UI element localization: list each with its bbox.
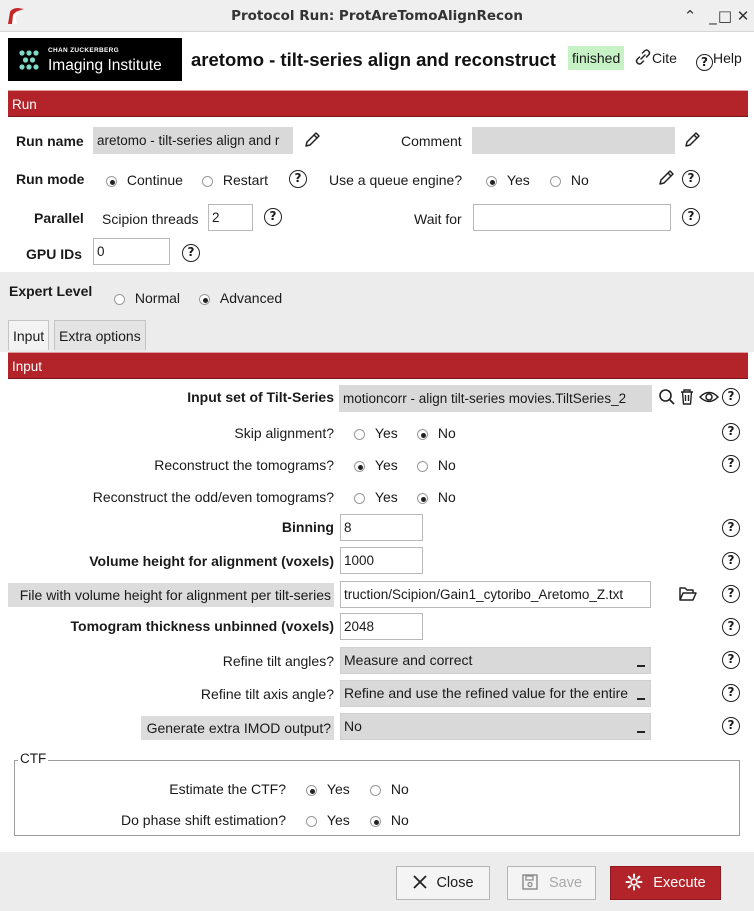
- estimate-ctf-label: Estimate the CTF?: [169, 781, 286, 797]
- radio-selected[interactable]: [370, 816, 381, 827]
- radio-selected[interactable]: [417, 429, 428, 440]
- binning-input[interactable]: 8: [340, 514, 423, 541]
- radio-selected[interactable]: [106, 176, 117, 187]
- save-button[interactable]: Save: [507, 866, 596, 900]
- queue-label: Use a queue engine?: [329, 172, 463, 188]
- reconstruct-help-icon[interactable]: ?: [722, 455, 740, 473]
- czi-logo: [8, 38, 182, 81]
- imod-help-icon[interactable]: ?: [722, 717, 740, 735]
- phase-shift-label: Do phase shift estimation?: [121, 812, 286, 828]
- gpu-help-icon[interactable]: ?: [182, 244, 200, 262]
- radio-unselected[interactable]: [306, 816, 317, 827]
- skip-alignment-label: Skip alignment?: [234, 425, 334, 441]
- run-name-label: Run name: [16, 133, 84, 149]
- phase-shift-no-radio[interactable]: No: [370, 812, 409, 828]
- skip-alignment-help-icon[interactable]: ?: [722, 423, 740, 441]
- run-mode-label: Run mode: [16, 171, 85, 187]
- input-panel: [8, 352, 748, 852]
- queue-no-radio[interactable]: No: [550, 172, 589, 188]
- close-window-icon[interactable]: ✕: [736, 7, 750, 25]
- tilt-series-help-icon[interactable]: ?: [722, 388, 740, 406]
- file-height-label: File with volume height for alignment per tilt-series: [8, 583, 334, 607]
- radio-selected[interactable]: [199, 294, 210, 305]
- binning-help-icon[interactable]: ?: [722, 519, 740, 537]
- edit-queue-pencil-icon[interactable]: [656, 168, 676, 188]
- radio-selected[interactable]: [354, 461, 365, 472]
- skip-alignment-yes-radio[interactable]: Yes: [354, 425, 398, 441]
- gpu-input[interactable]: 0: [93, 238, 170, 265]
- odd-even-no-radio[interactable]: No: [417, 489, 456, 505]
- expert-normal-radio[interactable]: Normal: [114, 290, 180, 306]
- wait-for-help-icon[interactable]: ?: [682, 208, 700, 226]
- radio-selected[interactable]: [417, 493, 428, 504]
- edit-comment-pencil-icon[interactable]: [682, 130, 702, 150]
- run-mode-restart-radio[interactable]: Restart: [202, 172, 268, 188]
- estimate-ctf-no-radio[interactable]: No: [370, 781, 409, 797]
- ctf-legend: CTF: [20, 751, 47, 766]
- edit-run-name-pencil-icon[interactable]: [302, 130, 322, 150]
- thickness-input[interactable]: 2048: [340, 613, 423, 640]
- tab-bar: [0, 320, 754, 352]
- dropdown-arrow-icon: [636, 689, 646, 701]
- logo-big-text: Imaging Institute: [48, 57, 162, 74]
- queue-yes-radio[interactable]: Yes: [486, 172, 530, 188]
- refine-axis-help-icon[interactable]: ?: [722, 684, 740, 702]
- tab-extra-options[interactable]: Extra options: [54, 320, 146, 350]
- trash-icon[interactable]: [679, 388, 695, 406]
- volume-height-input[interactable]: 1000: [340, 547, 423, 574]
- logo-small-text: CHAN ZUCKERBERG: [48, 47, 119, 54]
- radio-unselected[interactable]: [354, 429, 365, 440]
- parallel-label: Parallel: [34, 210, 84, 226]
- binning-label: Binning: [281, 519, 334, 535]
- thickness-help-icon[interactable]: ?: [722, 618, 740, 636]
- window-titlebar: [0, 0, 754, 32]
- dropdown-arrow-icon: [636, 656, 646, 668]
- comment-label: Comment: [401, 133, 462, 149]
- volume-height-label: Volume height for alignment (voxels): [89, 553, 334, 569]
- maximize-chevron-icon[interactable]: ⌃: [683, 7, 697, 25]
- status-badge: finished: [568, 46, 624, 70]
- run-panel: [8, 90, 748, 272]
- tilt-series-input[interactable]: motioncorr - align tilt-series movies.TiltSeries_2: [339, 385, 652, 412]
- comment-input[interactable]: [472, 127, 675, 154]
- volume-height-help-icon[interactable]: ?: [722, 552, 740, 570]
- refine-tilt-value: Measure and correct: [344, 652, 473, 668]
- link-icon: [634, 48, 652, 66]
- reconstruct-yes-radio[interactable]: Yes: [354, 457, 398, 473]
- run-mode-continue-radio[interactable]: Continue: [106, 172, 183, 188]
- minimize-icon[interactable]: _: [709, 7, 717, 25]
- refine-axis-label: Refine tilt axis angle?: [200, 686, 334, 702]
- czi-logo-icon: [18, 49, 40, 71]
- imod-select[interactable]: [340, 713, 651, 740]
- reconstruct-no-radio[interactable]: No: [417, 457, 456, 473]
- radio-unselected[interactable]: [202, 176, 213, 187]
- eye-icon[interactable]: [699, 389, 719, 405]
- refine-axis-select[interactable]: [340, 680, 651, 707]
- queue-help-icon[interactable]: ?: [682, 170, 700, 188]
- radio-unselected[interactable]: [550, 176, 561, 187]
- close-x-icon: [412, 874, 428, 890]
- skip-alignment-no-radio[interactable]: No: [417, 425, 456, 441]
- file-height-input[interactable]: truction/Scipion/Gain1_cytoribo_Aretomo_Z.txt: [340, 581, 651, 608]
- gear-icon: [625, 873, 643, 891]
- refine-tilt-help-icon[interactable]: ?: [722, 651, 740, 669]
- help-link[interactable]: [696, 46, 742, 70]
- phase-shift-yes-radio[interactable]: Yes: [306, 812, 350, 828]
- cite-label: Cite: [652, 50, 677, 66]
- run-section-header: Run: [8, 90, 748, 117]
- tab-input[interactable]: Input: [8, 320, 49, 350]
- reconstruct-label: Reconstruct the tomograms?: [154, 457, 334, 473]
- restore-icon[interactable]: □: [717, 7, 733, 25]
- cite-link[interactable]: [634, 46, 677, 70]
- refine-tilt-label: Refine tilt angles?: [222, 653, 334, 669]
- protocol-header: [0, 32, 754, 87]
- imod-label: Generate extra IMOD output?: [141, 716, 334, 740]
- threads-help-icon[interactable]: ?: [264, 208, 282, 226]
- wait-for-label: Wait for: [414, 211, 462, 227]
- threads-input[interactable]: 2: [208, 204, 253, 231]
- close-button[interactable]: Close: [396, 866, 490, 900]
- footer-bar: [0, 852, 754, 911]
- radio-unselected[interactable]: [370, 785, 381, 796]
- expert-level-bar: [0, 272, 754, 320]
- help-label: Help: [713, 50, 742, 66]
- radio-unselected[interactable]: [114, 294, 125, 305]
- run-mode-help-icon[interactable]: ?: [289, 170, 307, 188]
- gpu-label: GPU IDs: [26, 246, 83, 262]
- help-icon: ?: [696, 54, 713, 71]
- dropdown-arrow-icon: [636, 722, 646, 734]
- search-icon[interactable]: [658, 388, 676, 406]
- file-height-help-icon[interactable]: ?: [722, 585, 740, 603]
- refine-axis-value: Refine and use the refined value for the entire: [344, 685, 629, 701]
- protocol-title: aretomo - tilt-series align and reconstruct: [191, 49, 556, 70]
- wait-for-input[interactable]: [473, 204, 671, 231]
- radio-selected[interactable]: [306, 785, 317, 796]
- radio-unselected[interactable]: [354, 493, 365, 504]
- odd-even-yes-radio[interactable]: Yes: [354, 489, 398, 505]
- radio-selected[interactable]: [486, 176, 497, 187]
- threads-label: Scipion threads: [102, 211, 199, 227]
- execute-button[interactable]: Execute: [610, 866, 721, 900]
- radio-unselected[interactable]: [417, 461, 428, 472]
- window-title: Protocol Run: ProtAreTomoAlignRecon: [231, 8, 523, 24]
- tilt-series-label: Input set of Tilt-Series: [187, 389, 334, 405]
- save-disk-icon: [521, 873, 539, 891]
- input-section-header: Input: [8, 352, 748, 379]
- estimate-ctf-yes-radio[interactable]: Yes: [306, 781, 350, 797]
- run-name-input[interactable]: aretomo - tilt-series align and r: [93, 127, 293, 154]
- expert-advanced-radio[interactable]: Advanced: [199, 290, 282, 306]
- imod-value: No: [344, 718, 362, 734]
- odd-even-label: Reconstruct the odd/even tomograms?: [92, 489, 334, 505]
- thickness-label: Tomogram thickness unbinned (voxels): [70, 618, 334, 634]
- expert-level-label: Expert Level: [9, 283, 93, 299]
- refine-tilt-select[interactable]: [340, 647, 651, 674]
- folder-open-icon[interactable]: [678, 585, 698, 603]
